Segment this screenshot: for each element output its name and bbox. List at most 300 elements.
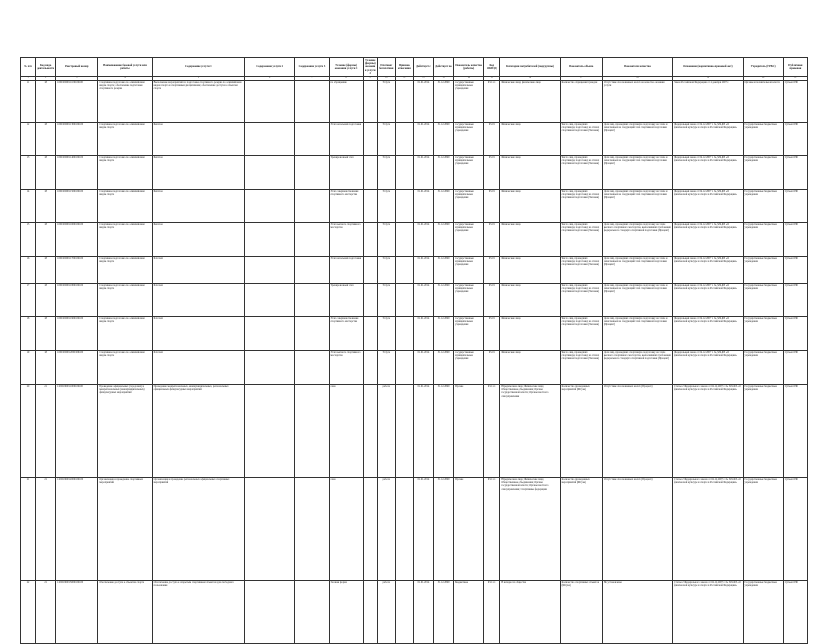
payment-type: Услуга xyxy=(377,256,395,283)
quality-indicator: Доля лиц, прошедших спортивную подготовку на этапе и зачисленных на следующий этап спортивной подготовки (Процент) xyxy=(602,189,672,222)
condition-2 xyxy=(363,256,377,283)
table-row xyxy=(21,350,808,384)
condition-1: Тренировочный этап xyxy=(329,155,363,189)
content-3 xyxy=(295,155,329,189)
header-cell: Наименование базовой услуги или работы xyxy=(98,58,152,77)
valid-from: 01.01.2014 xyxy=(413,316,433,350)
volume-indicator: Число лиц, прошедших спортивную подготовку на этапах спортивной подготовки (Человек) xyxy=(560,189,602,222)
column-number: 4 xyxy=(98,77,152,81)
content-3 xyxy=(295,189,329,222)
header-cell: Условие (формы) оказания услуги 1 xyxy=(329,58,363,77)
public-entity: Субъект РФ xyxy=(783,384,807,477)
legal-basis: Федеральный закон от 04.12.2007 г. № 329-ФЗ «О физической культуре и спорте в Российской Федерации» xyxy=(673,222,743,256)
public-entity: Субъект РФ xyxy=(783,189,807,222)
consumer-category: Физические лица xyxy=(500,122,560,155)
header-cell: Действует по xyxy=(434,58,454,77)
sign xyxy=(395,384,413,477)
okved-code: 93.19 xyxy=(484,189,500,222)
content-2 xyxy=(245,80,295,122)
activity-code: 21 xyxy=(36,580,56,643)
consumer-category: Физические лица xyxy=(500,222,560,256)
valid-from: 01.01.2014 xyxy=(413,122,433,155)
legal-basis: Федеральный закон от 04.12.2007 г. № 329-ФЗ «О физической культуре и спорте в Российской Федерации» xyxy=(673,122,743,155)
content-3 xyxy=(295,316,329,350)
founder: Государственные бюджетные учреждения xyxy=(743,384,783,477)
sign xyxy=(395,80,413,122)
legal-basis: Федеральный закон от 04.12.2007 г. № 329-ФЗ «О физической культуре и спорте в Российской Федерации» xyxy=(673,189,743,222)
row-number: 16 xyxy=(21,256,36,283)
column-number: 5 xyxy=(152,77,244,81)
condition-2 xyxy=(363,189,377,222)
payment-type: Услуга xyxy=(377,80,395,122)
column-number: 2 xyxy=(36,77,56,81)
valid-from: 01.01.2014 xyxy=(413,155,433,189)
sign xyxy=(395,222,413,256)
consumer-category: Юридические лица; Физические лица; Общественные объединения; Органы государственной власти; Органы местного самоуправления xyxy=(500,384,560,477)
condition-2 xyxy=(363,80,377,122)
content-3 xyxy=(295,122,329,155)
column-number: 11 xyxy=(395,77,413,81)
content-1: Выполнение мероприятий по подготовке спортивного резерва по олимпийским видам спорта и спортивным дисциплинам; обеспечение доступа к объектам спорта xyxy=(152,80,244,122)
condition-1: по обращению xyxy=(329,80,363,122)
institution-type: государственные муниципальные учреждения xyxy=(454,80,484,122)
registry-number: 10001000011500106100 xyxy=(56,189,98,222)
founder: Государственные бюджетные учреждения xyxy=(743,155,783,189)
column-number: 9 xyxy=(363,77,377,81)
table-row xyxy=(21,256,808,283)
okved-code: 93.11.1 xyxy=(484,580,500,643)
sign xyxy=(395,189,413,222)
legal-basis: Статья 2 Федерального закона от 04.12.2007 г. № 329-ФЗ «О физической культуре и спорте в Российской Федерации» xyxy=(673,384,743,477)
payment-type: Услуга xyxy=(377,222,395,256)
header-cell: Реестровый номер xyxy=(56,58,98,77)
service-name: Спортивная подготовка по олимпийским видам спорта xyxy=(98,189,152,222)
consumer-category: Физические лица xyxy=(500,155,560,189)
legal-basis: Федеральный закон от 04.12.2007 г. № 329-ФЗ «О физической культуре и спорте в Российской Федерации» xyxy=(673,350,743,384)
legal-basis: Федеральный закон от 04.12.2007 г. № 329-ФЗ «О физической культуре и спорте в Российской Федерации» xyxy=(673,256,743,283)
registry-number: 11001000012000106100 xyxy=(56,477,98,580)
payment-type: Услуга xyxy=(377,350,395,384)
header-cell: Показатель объема xyxy=(560,58,602,77)
founder: Государственные бюджетные учреждения xyxy=(743,350,783,384)
public-entity: Субъект РФ xyxy=(783,316,807,350)
column-number: 21 xyxy=(783,77,807,81)
header-cell: Учредитель (ГРБС) xyxy=(743,58,783,77)
header-cell: Показатели качества xyxy=(602,58,672,77)
header-cell: Платная/бесплатная xyxy=(377,58,395,77)
valid-from: 01.01.2014 xyxy=(413,283,433,316)
consumer-category: Физические лица xyxy=(500,256,560,283)
legal-basis: Статья 2 Федерального закона от 04.12.2007 г. № 329-ФЗ «О физической культуре и спорте в Российской Федерации» xyxy=(673,477,743,580)
valid-to: 31.12.2099 xyxy=(434,350,454,384)
registry-body xyxy=(21,80,808,643)
quality-indicator: Не установлены xyxy=(602,580,672,643)
content-1: Бобслей xyxy=(152,316,244,350)
sign xyxy=(395,122,413,155)
content-2 xyxy=(245,222,295,256)
registry-number: 10001000011600106100 xyxy=(56,222,98,256)
row-number: 12 xyxy=(21,122,36,155)
quality-indicator: Отсутствие обоснованных жалоб (Процент) xyxy=(602,477,672,580)
okved-code: 93.19 xyxy=(484,122,500,155)
sign xyxy=(395,155,413,189)
content-3 xyxy=(295,222,329,256)
sign xyxy=(395,283,413,316)
condition-1: очно xyxy=(329,384,363,477)
activity-code: 18 xyxy=(36,122,56,155)
column-number: 16 xyxy=(500,77,560,81)
payment-type: Услуга xyxy=(377,189,395,222)
registry-number: 10001000011100106100 xyxy=(56,80,98,122)
activity-code: 21 xyxy=(36,477,56,580)
public-entity: Субъект РФ xyxy=(783,477,807,580)
valid-from: 01.01.2014 xyxy=(413,350,433,384)
sign xyxy=(395,477,413,580)
founder: Государственные бюджетные учреждения xyxy=(743,477,783,580)
header-cell: Основание (нормативно-правовой акт) xyxy=(673,58,743,77)
okved-code: 93.19 xyxy=(484,283,500,316)
public-entity: Субъект РФ xyxy=(783,256,807,283)
row-number: 20 xyxy=(21,384,36,477)
quality-indicator: Доля лиц, прошедших спортивную подготовку на этапе и зачисленных на следующий этап спортивной подготовки (Процент) xyxy=(602,155,672,189)
consumer-category: Физические лица xyxy=(500,189,560,222)
condition-2 xyxy=(363,222,377,256)
valid-from: 01.01.2014 xyxy=(413,477,433,580)
valid-to: 31.12.2099 xyxy=(434,80,454,122)
institution-type: государственные муниципальные учреждения xyxy=(454,189,484,222)
content-3 xyxy=(295,80,329,122)
payment-type: работа xyxy=(377,477,395,580)
column-number: 1 xyxy=(21,77,36,81)
activity-code: 18 xyxy=(36,155,56,189)
valid-from: 01.01.2014 xyxy=(413,189,433,222)
activity-code: 18 xyxy=(36,316,56,350)
content-2 xyxy=(245,189,295,222)
content-1: Бобслей xyxy=(152,283,244,316)
content-2 xyxy=(245,283,295,316)
sign xyxy=(395,256,413,283)
table-row xyxy=(21,316,808,350)
condition-1: Этап совершенствования спортивного мастерства xyxy=(329,189,363,222)
header-cell: Содержание услуги 3 xyxy=(295,58,329,77)
condition-1: Этап начальной подготовки xyxy=(329,256,363,283)
valid-to: 31.12.2099 xyxy=(434,384,454,477)
valid-to: 31.12.2099 xyxy=(434,283,454,316)
legal-basis: Статья 2 Федерального закона от 04.12.2007 г. № 329-ФЗ «О физической культуре и спорте в Российской Федерации» xyxy=(673,580,743,643)
row-number: 15 xyxy=(21,222,36,256)
okved-code: 93.11.1 xyxy=(484,384,500,477)
valid-from: 01.01.2014 xyxy=(413,256,433,283)
quality-indicator: Доля лиц, прошедших спортивную подготовку на этапе и зачисленных на следующий этап спортивной подготовки (Процент) xyxy=(602,122,672,155)
condition-2 xyxy=(363,477,377,580)
volume-indicator: Количество проведенных мероприятий (Штука) xyxy=(560,477,602,580)
content-2 xyxy=(245,122,295,155)
registry-number: 10001000011400106100 xyxy=(56,155,98,189)
activity-code: 18 xyxy=(36,283,56,316)
column-number: 15 xyxy=(484,77,500,81)
service-name: Организация и проведение спортивных мероприятий xyxy=(98,477,152,580)
content-3 xyxy=(295,477,329,580)
payment-type: работа xyxy=(377,580,395,643)
volume-indicator: Число лиц, прошедших спортивную подготовку на этапах спортивной подготовки (Человек) xyxy=(560,350,602,384)
institution-type: государственные муниципальные учреждения xyxy=(454,350,484,384)
content-2 xyxy=(245,580,295,643)
content-2 xyxy=(245,477,295,580)
column-number: 3 xyxy=(56,77,98,81)
payment-type: Услуга xyxy=(377,316,395,350)
legal-basis: Федеральный закон от 04.12.2007 г. № 329-ФЗ «О физической культуре и спорте в Российской Федерации» xyxy=(673,283,743,316)
institution-type: государственные муниципальные учреждения xyxy=(454,283,484,316)
valid-from: 01.01.2014 xyxy=(413,580,433,643)
row-number: 19 xyxy=(21,350,36,384)
column-number: 14 xyxy=(454,77,484,81)
row-number: 18 xyxy=(21,316,36,350)
content-3 xyxy=(295,256,329,283)
founder: Государственные бюджетные учреждения xyxy=(743,222,783,256)
payment-type: Услуга xyxy=(377,155,395,189)
table-row xyxy=(21,80,808,122)
table-row xyxy=(21,283,808,316)
okved-code: 93.19 xyxy=(484,350,500,384)
volume-indicator: Количество обращений граждан xyxy=(560,80,602,122)
public-entity: Субъект РФ xyxy=(783,122,807,155)
content-1: Бобслей xyxy=(152,350,244,384)
header-cell: Публичная правовая xyxy=(783,58,807,77)
content-1: Биатлон xyxy=(152,189,244,222)
condition-2 xyxy=(363,350,377,384)
public-entity: Субъект РФ xyxy=(783,580,807,643)
header-row xyxy=(21,58,808,77)
service-name: Спортивная подготовка по олимпийским видам спорта xyxy=(98,256,152,283)
row-number: 11 xyxy=(21,80,36,122)
header-cell: Код ОКВЭД xyxy=(484,58,500,77)
founder: Государственные бюджетные учреждения xyxy=(743,256,783,283)
founder: Органы исполнительной власти xyxy=(743,80,783,122)
header-cell: Содержание услуги 1 xyxy=(152,58,244,77)
okved-code: 93.11.1 xyxy=(484,477,500,580)
volume-indicator: Число лиц, прошедших спортивную подготовку на этапах спортивной подготовки (Человек) xyxy=(560,222,602,256)
content-1: Обеспечение доступа к открытым спортивным объектам для свободного пользования xyxy=(152,580,244,643)
institution-type: государственные муниципальные учреждения xyxy=(454,316,484,350)
payment-type: Услуга xyxy=(377,122,395,155)
quality-indicator: Доля лиц, прошедших спортивную подготовку на этапе и зачисленных на следующий этап спортивной подготовки (Процент) xyxy=(602,256,672,283)
table-row xyxy=(21,384,808,477)
valid-to: 31.12.2099 xyxy=(434,155,454,189)
quality-indicator: Отсутствие обоснованных жалоб на качество оказания услуги xyxy=(602,80,672,122)
valid-from: 01.01.2014 xyxy=(413,384,433,477)
content-3 xyxy=(295,350,329,384)
registry-number: 11001000011000106100 xyxy=(56,384,98,477)
valid-from: 01.01.2014 xyxy=(413,80,433,122)
condition-2 xyxy=(363,316,377,350)
content-1: Биатлон xyxy=(152,222,244,256)
row-number: 13 xyxy=(21,155,36,189)
legal-basis: Федеральный закон от 04.12.2007 г. № 329-ФЗ «О физической культуре и спорте в Российской Федерации» xyxy=(673,155,743,189)
condition-1: Заочная форма xyxy=(329,580,363,643)
okved-code: 93.19 xyxy=(484,155,500,189)
institution-type: государственные муниципальные учреждения xyxy=(454,155,484,189)
condition-2 xyxy=(363,384,377,477)
consumer-category: Физические лица xyxy=(500,316,560,350)
volume-indicator: Число лиц, прошедших спортивную подготовку на этапах спортивной подготовки (Человек) xyxy=(560,256,602,283)
condition-2 xyxy=(363,122,377,155)
consumer-category: Физические лица xyxy=(500,350,560,384)
service-name: Обеспечение доступа к объектам спорта xyxy=(98,580,152,643)
content-2 xyxy=(245,384,295,477)
header-cell: Признак отнесения xyxy=(395,58,413,77)
payment-type: работа xyxy=(377,384,395,477)
activity-code: 18 xyxy=(36,350,56,384)
column-number: 17 xyxy=(560,77,602,81)
sign xyxy=(395,350,413,384)
institution-type: государственные муниципальные учреждения xyxy=(454,122,484,155)
institution-type: Прочие xyxy=(454,384,484,477)
table-row xyxy=(21,122,808,155)
column-number: 20 xyxy=(743,77,783,81)
content-2 xyxy=(245,155,295,189)
content-3 xyxy=(295,283,329,316)
registry-number: 10001000011800106100 xyxy=(56,283,98,316)
quality-indicator: Отсутствие обоснованных жалоб (Процент) xyxy=(602,384,672,477)
quality-indicator: Доля лиц, прошедших спортивную подготовку на этапе высшего спортивного мастерства, выполнивших требования федерального стандарта спортивной подготовки (Процент) xyxy=(602,222,672,256)
public-entity: Субъект РФ xyxy=(783,155,807,189)
public-entity: Субъект РФ xyxy=(783,80,807,122)
column-number: 12 xyxy=(413,77,433,81)
content-1: Организация и проведение региональных официальных спортивных мероприятий xyxy=(152,477,244,580)
consumer-category: В интересах общества xyxy=(500,580,560,643)
content-1: Биатлон xyxy=(152,122,244,155)
quality-indicator: Доля лиц, прошедших спортивную подготовку на этапе высшего спортивного мастерства, выполнивших требования федерального стандарта спортивной подготовки (Процент) xyxy=(602,350,672,384)
registry-table xyxy=(20,57,808,644)
activity-code: 21 xyxy=(36,384,56,477)
volume-indicator: Количество спортивных объектов (Штука) xyxy=(560,580,602,643)
valid-to: 31.12.2099 xyxy=(434,256,454,283)
table-row xyxy=(21,477,808,580)
institution-type: государственные муниципальные учреждения xyxy=(454,256,484,283)
column-number: 18 xyxy=(602,77,672,81)
volume-indicator: Число лиц, прошедших спортивную подготовку на этапах спортивной подготовки (Человек) xyxy=(560,122,602,155)
header-cell: Условие (формы) оказания услуги 2 xyxy=(364,58,376,76)
row-number: 21 xyxy=(21,477,36,580)
table-row xyxy=(21,580,808,643)
condition-1: Этап высшего спортивного мастерства xyxy=(329,222,363,256)
row-number: 17 xyxy=(21,283,36,316)
registry-number: 11001000013000106100 xyxy=(56,580,98,643)
content-2 xyxy=(245,256,295,283)
institution-type: Бюджетные xyxy=(454,580,484,643)
okved-code: 93.19 xyxy=(484,222,500,256)
valid-to: 31.12.2099 xyxy=(434,122,454,155)
activity-code: 18 xyxy=(36,256,56,283)
volume-indicator: Число лиц, прошедших спортивную подготовку на этапах спортивной подготовки (Человек) xyxy=(560,283,602,316)
volume-indicator: Количество проведенных мероприятий (Штука) xyxy=(560,384,602,477)
content-3 xyxy=(295,580,329,643)
activity-code: 18 xyxy=(36,222,56,256)
content-2 xyxy=(245,316,295,350)
consumer-category: Юридические лица; Физические лица; Общественные объединения; Органы государственной власти; Органы местного самоуправления; Спортивные федерации xyxy=(500,477,560,580)
condition-2 xyxy=(363,155,377,189)
condition-1: Этап высшего спортивного мастерства xyxy=(329,350,363,384)
header-cell: Действует с xyxy=(413,58,433,77)
column-number: 10 xyxy=(377,77,395,81)
institution-type: государственные муниципальные учреждения xyxy=(454,222,484,256)
service-name: Спортивная подготовка по олимпийским видам спорта xyxy=(98,222,152,256)
condition-2 xyxy=(363,283,377,316)
content-1: Биатлон xyxy=(152,155,244,189)
column-number: 13 xyxy=(434,77,454,81)
column-number: 6 xyxy=(245,77,295,81)
row-number: 22 xyxy=(21,580,36,643)
service-name: Спортивная подготовка по олимпийским видам спорта xyxy=(98,350,152,384)
service-name: Спортивная подготовка по олимпийским видам спорта; обеспечение подготовки спортивного резерва xyxy=(98,80,152,122)
condition-1: Тренировочный этап xyxy=(329,283,363,316)
volume-indicator: Число лиц, прошедших спортивную подготовку на этапах спортивной подготовки (Человек) xyxy=(560,316,602,350)
service-name: Спортивная подготовка по олимпийским видам спорта xyxy=(98,155,152,189)
valid-to: 31.12.2099 xyxy=(434,189,454,222)
registry-number: 10001000012000106100 xyxy=(56,350,98,384)
valid-to: 31.12.2099 xyxy=(434,477,454,580)
okved-code: 93.11.1 xyxy=(484,80,500,122)
condition-1: Этап совершенствования спортивного мастерства xyxy=(329,316,363,350)
content-3 xyxy=(295,384,329,477)
payment-type: Услуга xyxy=(377,283,395,316)
valid-to: 31.12.2099 xyxy=(434,316,454,350)
activity-code: 18 xyxy=(36,189,56,222)
okved-code: 93.19 xyxy=(484,316,500,350)
registry-number: 10001000011700106100 xyxy=(56,256,98,283)
condition-1: Этап начальной подготовки xyxy=(329,122,363,155)
column-number: 7 xyxy=(295,77,329,81)
founder: Государственные бюджетные учреждения xyxy=(743,316,783,350)
sign xyxy=(395,580,413,643)
column-number: 19 xyxy=(673,77,743,81)
quality-indicator: Доля лиц, прошедших спортивную подготовку на этапе и зачисленных на следующий этап спортивной подготовки (Процент) xyxy=(602,316,672,350)
public-entity: Субъект РФ xyxy=(783,350,807,384)
founder: Государственные бюджетные учреждения xyxy=(743,122,783,155)
registry-page xyxy=(20,57,808,644)
registry-number: 10001000011900106100 xyxy=(56,316,98,350)
header-cell: Показатель качества (работы) xyxy=(454,58,484,77)
volume-indicator: Число лиц, прошедших спортивную подготовку на этапах спортивной подготовки (Человек) xyxy=(560,155,602,189)
public-entity: Субъект РФ xyxy=(783,283,807,316)
consumer-category: Физические лица; физические лица xyxy=(500,80,560,122)
quality-indicator: Доля лиц, прошедших спортивную подготовку на этапе и зачисленных на следующий этап спортивной подготовки (Процент) xyxy=(602,283,672,316)
row-number: 14 xyxy=(21,189,36,222)
valid-from: 01.01.2014 xyxy=(413,222,433,256)
public-entity: Субъект РФ xyxy=(783,222,807,256)
table-row xyxy=(21,222,808,256)
header-cell: Содержание услуги 2 xyxy=(245,58,295,77)
table-row xyxy=(21,189,808,222)
service-name: Спортивная подготовка по олимпийским видам спорта xyxy=(98,316,152,350)
valid-to: 31.12.2099 xyxy=(434,222,454,256)
legal-basis: Федеральный закон от 04.12.2007 г. № 329-ФЗ «О физической культуре и спорте в Российской Федерации» xyxy=(673,316,743,350)
activity-code: 18 xyxy=(36,80,56,122)
content-1: Проведение межрегиональных, межмуниципальных, региональных официальных физкультурных мероприятий xyxy=(152,384,244,477)
header-cell: Код вида деятельности xyxy=(36,58,56,77)
founder: Государственные бюджетные учреждения xyxy=(743,580,783,643)
content-1: Бобслей xyxy=(152,256,244,283)
service-name: Спортивная подготовка по олимпийским видам спорта xyxy=(98,283,152,316)
table-row xyxy=(21,155,808,189)
condition-1: очно xyxy=(329,477,363,580)
registry-number: 10001000011300106100 xyxy=(56,122,98,155)
legal-basis: Закон Российской Федерации от 4 декабря 2007 г. xyxy=(673,80,743,122)
header-cell: № п/п xyxy=(21,58,36,77)
sign xyxy=(395,316,413,350)
column-number: 8 xyxy=(329,77,363,81)
institution-type: Прочие xyxy=(454,477,484,580)
